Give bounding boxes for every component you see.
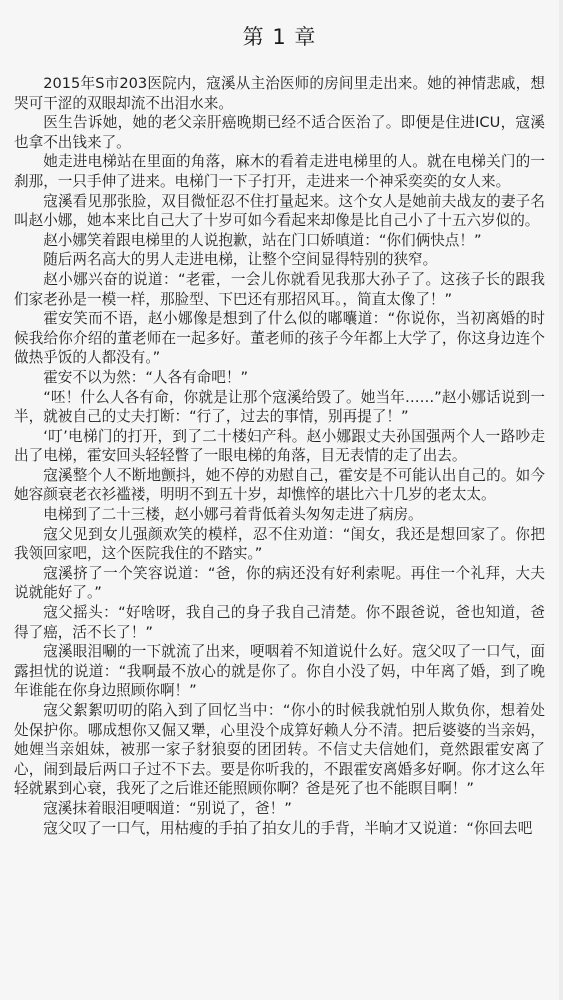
- paragraph: 寇父叹了一口气，用枯瘦的手拍了拍女儿的手背，半晌才又说道：“你回去吧: [43, 819, 533, 837]
- paragraph: 霍安笑而不语，赵小娜像是想到了什么似的嘟囔道：“你说你，当初离婚的时候我给你介绍的董老师在一起多好。董老师的孩子今年都上大学了，你这身边连个做热乎饭的人都没有。”: [14, 310, 545, 367]
- paragraph: 寇溪挤了一个笑容说道：“爸，你的病还没有好利索呢。再住一个礼拜，大夫说就能好了。”: [14, 564, 545, 602]
- paragraph: 寇溪抹着眼泪哽咽道：“别说了，爸！”: [43, 799, 292, 817]
- paragraph: 电梯到了二十三楼，赵小娜弓着背低着头匆匆走进了病房。: [43, 506, 423, 524]
- paragraph: 寇溪看见那张脸，双目微怔忍不住打量起来。这个女人是她前夫战友的妻子名叫赵小娜，她本来比自己大了十岁可如今看起来却像是比自己小了十五六岁似的。: [14, 192, 545, 230]
- paragraph: 2015年S市203医院内，寇溪从主治医师的房间里走出来。她的神情悲戚，想哭可干涩的双眼却流不出泪水来。: [14, 75, 545, 112]
- paragraph: 她走进电梯站在里面的角落，麻木的看着走进电梯里的人。就在电梯关门的一刹那，一只手伸了进来。电梯门一下子打开，走进来一个神采奕奕的女人来。: [14, 153, 545, 190]
- paragraph: 寇父絮絮叨叨的陷入到了回忆当中：“你小的时候我就怕别人欺负你，想着处处保护你。哪成想你又倔又犟，心里没个成算好赖人分不清。把后婆婆的当亲妈，她娌当亲姐妹，被那一家子豺狼耍的团团转。不信丈夫信她们，竟然跟霍安离了心，闹到最后两口子过不下去。要是你听我的，不跟霍安离婚多好啊。你才这么年轻就累到心衰，我死了之后谁还能照顾你啊？爸是死了也不能瞑目啊！”: [14, 702, 545, 798]
- paragraph: 霍安不以为然：“人各有命吧！”: [43, 368, 249, 386]
- chapter-title: 第 1 章: [242, 25, 317, 49]
- paragraph: 医生告诉她，她的老父亲肝癌晚期已经不适合医治了。即便是住进ICU，寇溪也拿不出钱来了。: [14, 114, 545, 151]
- page-edge: [559, 0, 563, 1000]
- paragraph: 寇父摇头：“好啥呀，我自己的身子我自己清楚。你不跟爸说，爸也知道，爸得了癌，活不长了！”: [14, 604, 545, 641]
- paragraph: 随后两名高大的男人走进电梯，让整个空间显得特别的狭窄。: [43, 251, 438, 269]
- paragraph: ‘叮’电梯门的打开，到了二十楼妇产科。赵小娜跟丈夫孙国强两个人一路吵走出了电梯，霍安回头轻轻瞥了一眼电梯的角落，目无表情的走了出去。: [14, 427, 545, 465]
- paragraph: 赵小娜兴奋的说道：“老霍，一会儿你就看见我那大孙子了。这孩子长的跟我们家老孙是一模一样，那脸型、下巴还有那招风耳。，简直太像了！”: [14, 270, 545, 308]
- paragraph: 寇父见到女儿强颜欢笑的模样，忍不住劝道：“闺女，我还是想回家了。你把我领回家吧，这个医院我住的不踏实。”: [14, 525, 545, 563]
- paragraph: “呸！什么人各有命，你就是让那个寇溪给毁了。她当年……”赵小娜话说到一半，就被自己的丈夫打断：“行了，过去的事情，别再提了！”: [14, 388, 545, 426]
- chapter-content[interactable]: [14, 74, 545, 838]
- paragraph: 寇溪整个人不断地颤抖，她不停的劝慰自己，霍安是不可能认出自己的。如今她容颜衰老衣衫褴褛，明明不到五十岁，却憔悴的堪比六十几岁的老太太。: [14, 466, 545, 504]
- paragraph: 寇溪眼泪唰的一下就流了出来，哽咽着不知道说什么好。寇父叹了一口气，面露担忧的说道：“我啊最不放心的就是你了。你自小没了妈，中年离了婚，到了晚年谁能在你身边照顾你啊！”: [14, 643, 545, 700]
- paragraph: 赵小娜笑着跟电梯里的人说抱歉，站在门口娇嗔道：“你们俩快点！”: [43, 231, 482, 249]
